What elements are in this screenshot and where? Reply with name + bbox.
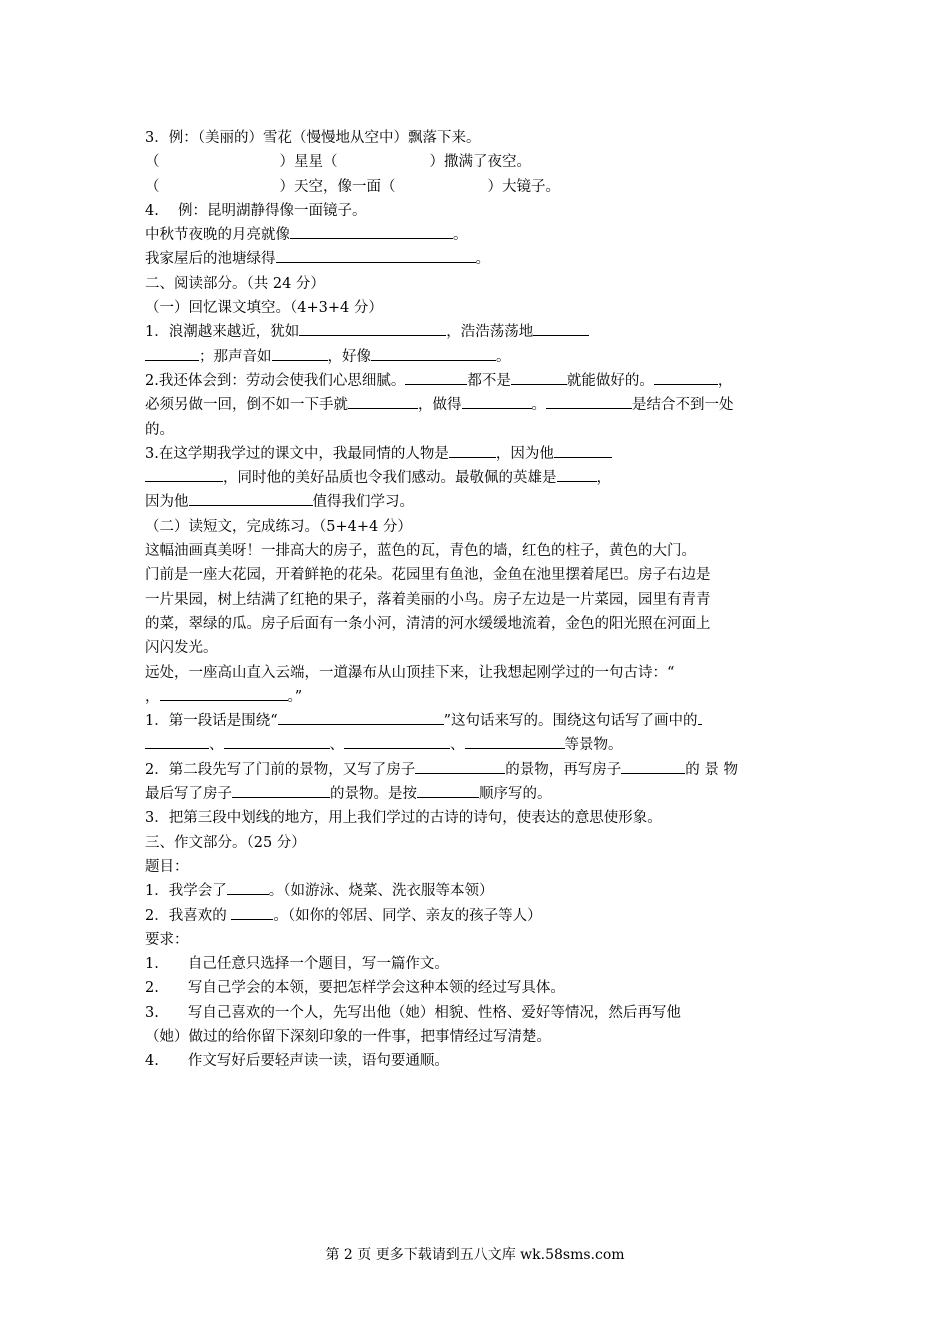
answer-blank[interactable] bbox=[231, 904, 273, 920]
writing-req-2: 2. 写自己学会的本领，要把怎样学会这种本领的经过写具体。 bbox=[145, 980, 565, 997]
q4-text: 。 bbox=[453, 227, 468, 244]
passage-p2-3: 的菜，翠绿的瓜。房子后面有一条小河，清清的河水缓缓地流着，金色的阳光照在河面上 bbox=[145, 615, 711, 632]
answer-blank[interactable] bbox=[224, 733, 330, 749]
topic-text: 。（如游泳、烧菜、洗衣服等本领） bbox=[268, 883, 494, 900]
answer-blank[interactable] bbox=[348, 393, 418, 409]
passage-p2-1: 门前是一座大花园，开着鲜艳的花朵。花园里有鱼池，金鱼在池里摆着尾巴。房子右边是 bbox=[145, 567, 711, 584]
writing-heading: 三、作文部分。（25 分） bbox=[145, 834, 306, 851]
q3-text: ）撒满了夜空。 bbox=[429, 154, 531, 171]
q4-example: 4. 例：昆明湖静得像一面镜子。 bbox=[145, 202, 367, 219]
answer-blank[interactable] bbox=[272, 345, 328, 361]
r2-text: 必须另做一回，倒不如一下手就 bbox=[145, 397, 348, 414]
answer-blank[interactable] bbox=[449, 442, 496, 458]
answer-blank[interactable] bbox=[189, 490, 313, 506]
q3-text: ）大镜子。 bbox=[487, 178, 560, 195]
r3-text: 值得我们学习。 bbox=[312, 494, 414, 511]
passage-p1: 这幅油画真美呀！一排高大的房子，蓝色的瓦，青色的墙，红色的柱子，黄色的大门。 bbox=[145, 543, 696, 560]
answer-blank[interactable] bbox=[290, 223, 453, 239]
e1-text: 、 bbox=[329, 737, 344, 754]
answer-blank[interactable] bbox=[465, 733, 565, 749]
answer-blank[interactable] bbox=[511, 369, 567, 385]
answer-blank[interactable] bbox=[278, 709, 444, 725]
answer-blank[interactable] bbox=[546, 393, 632, 409]
q4-text: 我家屋后的池塘绿得 bbox=[145, 251, 276, 268]
answer-blank[interactable] bbox=[417, 782, 479, 798]
r2-text: ，做得 bbox=[418, 397, 462, 414]
r3-text: ，因为他 bbox=[495, 445, 554, 462]
q3-line-1 bbox=[145, 150, 810, 174]
r1-text: 1．浪潮越来越近，犹如 bbox=[145, 324, 300, 341]
r1-line-2 bbox=[145, 345, 810, 369]
answer-blank[interactable] bbox=[415, 758, 505, 774]
r3-text: 3.在这学期我学过的课文中，我最同情的人物是 bbox=[145, 445, 449, 462]
answer-blank[interactable] bbox=[276, 247, 476, 263]
r2-text: 是结合不到一处 bbox=[632, 397, 734, 414]
answer-blank[interactable] bbox=[145, 345, 199, 361]
r2-text: 。 bbox=[531, 397, 546, 414]
e2-text: 顺序写的。 bbox=[479, 786, 552, 803]
reading-sub2: （二）读短文，完成练习。（5+4+4 分） bbox=[145, 518, 412, 535]
r2-text: 就能做好的。 bbox=[566, 372, 654, 389]
r3-line-2 bbox=[145, 466, 810, 490]
answer-blank[interactable] bbox=[557, 466, 597, 482]
e1-text: ”这句话来写的。围绕这句话写了画中的 bbox=[443, 713, 698, 730]
r3-line-3 bbox=[145, 490, 810, 514]
r1-text: 。 bbox=[496, 348, 511, 365]
r1-text: ；那声音如 bbox=[199, 348, 272, 365]
answer-blank[interactable] bbox=[405, 369, 467, 385]
e1-text: 、 bbox=[450, 737, 465, 754]
r1-line-1 bbox=[145, 320, 810, 344]
answer-blank[interactable] bbox=[533, 320, 589, 336]
e1-text: 1．第一段话是围绕“ bbox=[145, 713, 278, 730]
q3-text: ）星星（ bbox=[279, 154, 338, 171]
e1-text: 、 bbox=[209, 737, 224, 754]
writing-req-3-1: 3. 写自己喜欢的一个人，先写出他（她）相貌、性格、爱好等情况，然后再写他 bbox=[145, 1004, 681, 1021]
writing-req-label: 要求： bbox=[145, 931, 189, 948]
reading-heading: 二、阅读部分。（共 24 分） bbox=[145, 275, 325, 292]
r2-text: 2.我还体会到：劳动会使我们心思细腻。 bbox=[145, 372, 406, 389]
writing-topic-2 bbox=[145, 904, 810, 928]
topic-text: 。（如你的邻居、同学、亲友的孩子等人） bbox=[273, 907, 542, 924]
worksheet-page bbox=[145, 126, 810, 1074]
e1-text: 等景物。 bbox=[564, 737, 623, 754]
writing-req-3-2: （她）做过的给你留下深刻印象的一件事，把事情经过写清楚。 bbox=[145, 1028, 551, 1045]
q4-text: 。 bbox=[475, 251, 490, 268]
answer-blank[interactable] bbox=[554, 442, 612, 458]
passage-p3-1: 远处，一座高山直入云端，一道瀑布从山顶挂下来，让我想起刚学过的一句古诗：“ bbox=[145, 664, 675, 681]
answer-blank[interactable] bbox=[462, 393, 532, 409]
r2-line-3: 的。 bbox=[145, 421, 174, 438]
q4-text: 中秋节夜晚的月亮就像 bbox=[145, 227, 290, 244]
answer-blank[interactable] bbox=[145, 733, 209, 749]
r1-text: ，好像 bbox=[327, 348, 371, 365]
answer-blank[interactable] bbox=[299, 320, 446, 336]
r3-text: 因为他 bbox=[145, 494, 189, 511]
q3-paren: （ bbox=[145, 178, 160, 195]
e1-line-1 bbox=[145, 709, 810, 733]
answer-blank[interactable] bbox=[232, 782, 330, 798]
e2-text: 2．第二段先写了门前的景物，又写了房子 bbox=[145, 761, 416, 778]
answer-blank[interactable] bbox=[160, 685, 288, 701]
e1-line-2 bbox=[145, 733, 810, 757]
q3-text: ）天空，像一面（ bbox=[279, 178, 396, 195]
e2-text: 的景物。是按 bbox=[330, 786, 417, 803]
e2-line-2 bbox=[145, 782, 810, 806]
q4-line-1 bbox=[145, 223, 810, 247]
topic-text: 2．我喜欢的 bbox=[145, 907, 232, 924]
answer-blank[interactable] bbox=[344, 733, 450, 749]
p3-text: 。” bbox=[287, 688, 303, 705]
p3-text: ， bbox=[145, 688, 160, 705]
r2-text: 都不是 bbox=[467, 372, 511, 389]
answer-blank[interactable] bbox=[698, 709, 702, 725]
writing-title-label: 题目： bbox=[145, 858, 189, 875]
topic-text: 1．我学会了 bbox=[145, 883, 227, 900]
e2-text: 的 景 物 bbox=[685, 761, 738, 778]
e2-text: 的景物，再写房子 bbox=[505, 761, 622, 778]
reading-sub1: （一）回忆课文填空。（4+3+4 分） bbox=[145, 300, 383, 317]
answer-blank[interactable] bbox=[227, 879, 269, 895]
passage-p2-4: 闪闪发光。 bbox=[145, 640, 218, 657]
r2-line-2 bbox=[145, 393, 810, 417]
answer-blank[interactable] bbox=[371, 345, 496, 361]
e3-line: 3．把第三段中划线的地方，用上我们学过的古诗的诗句，使表达的意思使形象。 bbox=[145, 810, 662, 827]
q3-line-2 bbox=[145, 175, 810, 199]
e2-line-1 bbox=[145, 758, 810, 782]
r3-text: ，同时他的美好品质也令我们感动。最敬佩的英雄是 bbox=[223, 470, 557, 487]
r3-text: ， bbox=[596, 470, 611, 487]
r2-line-1 bbox=[145, 369, 810, 393]
answer-blank[interactable] bbox=[145, 466, 223, 482]
e2-text: 最后写了房子 bbox=[145, 786, 232, 803]
page-footer: 第 2 页 更多下载请到五八文库 wk.58sms.com bbox=[325, 1247, 625, 1263]
q4-line-2 bbox=[145, 247, 810, 271]
passage-p2-2: 一片果园，树上结满了红艳的果子，落着美丽的小鸟。房子左边是一片菜园，园里有青青 bbox=[145, 591, 711, 608]
r3-line-1 bbox=[145, 442, 810, 466]
r1-text: ，浩浩荡荡地 bbox=[446, 324, 534, 341]
passage-p3-2 bbox=[145, 685, 810, 709]
answer-blank[interactable] bbox=[621, 758, 685, 774]
q3-paren: （ bbox=[145, 154, 160, 171]
answer-blank[interactable] bbox=[654, 369, 718, 385]
writing-req-4: 4. 作文写好后要轻声读一读，语句要通顺。 bbox=[145, 1053, 449, 1070]
q3-example: 3．例：（美丽的）雪花（慢慢地从空中）飘落下来。 bbox=[145, 130, 481, 146]
writing-req-1: 1. 自己任意只选择一个题目，写一篇作文。 bbox=[145, 956, 449, 973]
writing-topic-1 bbox=[145, 879, 810, 903]
r2-text: ， bbox=[717, 372, 733, 389]
